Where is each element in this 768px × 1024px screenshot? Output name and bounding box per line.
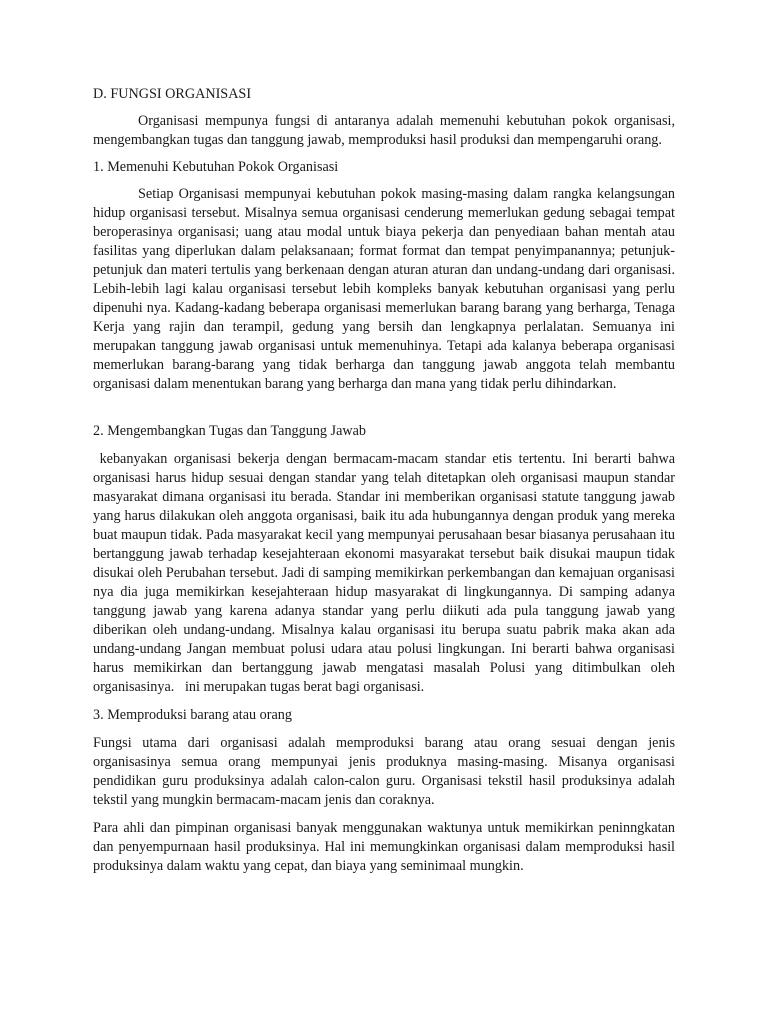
section-2-paragraph-1: kebanyakan organisasi bekerja dengan bermacam-macam standar etis tertentu. Ini berarti bahwa organisasi harus hidup sesuai dengan standar yang telah ditetapkan oleh organisasi maupun standar masyarakat dimana organisasi itu berada. Standar ini memberikan organisasi statute tanggung jawab yang harus dilakukan oleh anggota organisasi, baik itu ada hubungannya dengan produk yang mereka buat maupun tidak. Pada masyarakat kecil yang mempunyai perusahaan besar biasanya perusahaan itu bertanggung jawab terhadap kesejahteraan ekonomi masyarakat tersebut baik disukai maupun tidak disukai oleh Perubahan tersebut. Jadi di samping memikirkan perkembangan dan kemajuan organisasi nya dia juga memikirkan kesejahteraan hidup masyarakat di lingkungannya. Di samping adanya tanggung jawab yang karena adanya standar yang perlu diikuti ada pula tanggung jawab yang diberikan oleh undang-undang. Misalnya kalau organisasi itu berupa suatu pabrik maka akan ada undang-undang Jangan membuat polusi udara atau polusi lingkungan. Ini berarti bahwa organisasi harus memikirkan dan bertanggung jawab mengatasi masalah Polusi yang ditimbulkan oleh organisasinya. ini merupakan tugas berat bagi organisasi. [93,451,679,695]
document-body [93,85,679,876]
page-title: D. FUNGSI ORGANISASI [93,86,252,102]
section-3-paragraph-2: Para ahli dan pimpinan organisasi banyak menggunakan waktunya untuk memikirkan peninngkatan dan penyempurnaan hasil produksinya. Hal ini memungkinkan organisasi dalam memproduksi hasil produksinya dalam waktu yang cepat, dan biaya yang seminimaal mungkin. [93,820,675,874]
intro-paragraph: Organisasi mempunya fungsi di antaranya adalah memenuhi kebutuhan pokok organisasi, mengembangkan tugas dan tanggung jawab, memproduksi hasil produksi dan mempengaruhi orang. [93,113,675,148]
section-1-heading: 1. Memenuhi Kebutuhan Pokok Organisasi [93,159,339,175]
section-2-heading: 2. Mengembangkan Tugas dan Tanggung Jawab [93,423,367,439]
section-1-paragraph-1: Setiap Organisasi mempunyai kebutuhan pokok masing-masing dalam rangka kelangsungan hidup organisasi tersebut. Misalnya semua organisasi cenderung memerlukan gedung sebagai tempat beroperasinya organisasi; uang atau modal untuk biaya pekerja dan penyediaan bahan mentah atau fasilitas yang diperlukan dalam pelaksanaan; format format dan tempat penyimpanannya; petunjuk-petunjuk dan materi tertulis yang berkenaan dengan aturan aturan dan undang-undang dari organisasi. Lebih-lebih lagi kalau organisasi tersebut lebih kompleks banyak kebutuhan organisasi yang perlu dipenuhi nya. Kadang-kadang beberapa organisasi memerlukan barang barang yang berharga, Tenaga Kerja yang rajin dan terampil, gedung yang bersih dan lengkapnya perlalatan. Semuanya ini merupakan tanggung jawab organisasi untuk memenuhinya. Tetapi ada kalanya beberapa organisasi memerlukan barang-barang yang tidak berharga dan tanggung jawab anggota telah membantu organisasi dalam menentukan barang yang berharga dan mana yang tidak perlu dihindarkan. [93,186,675,392]
section-3-paragraph-1: Fungsi utama dari organisasi adalah memproduksi barang atau orang sesuai dengan jenis organisasinya semua orang mempunyai jenis produknya masing-masing. Misanya organisasi pendidikan guru produksinya adalah calon-calon guru. Organisasi tekstil hasil produksinya adalah tekstil yang mungkin bermacam-macam jenis dan coraknya. [93,735,675,808]
section-3-heading: 3. Memproduksi barang atau orang [93,707,292,723]
